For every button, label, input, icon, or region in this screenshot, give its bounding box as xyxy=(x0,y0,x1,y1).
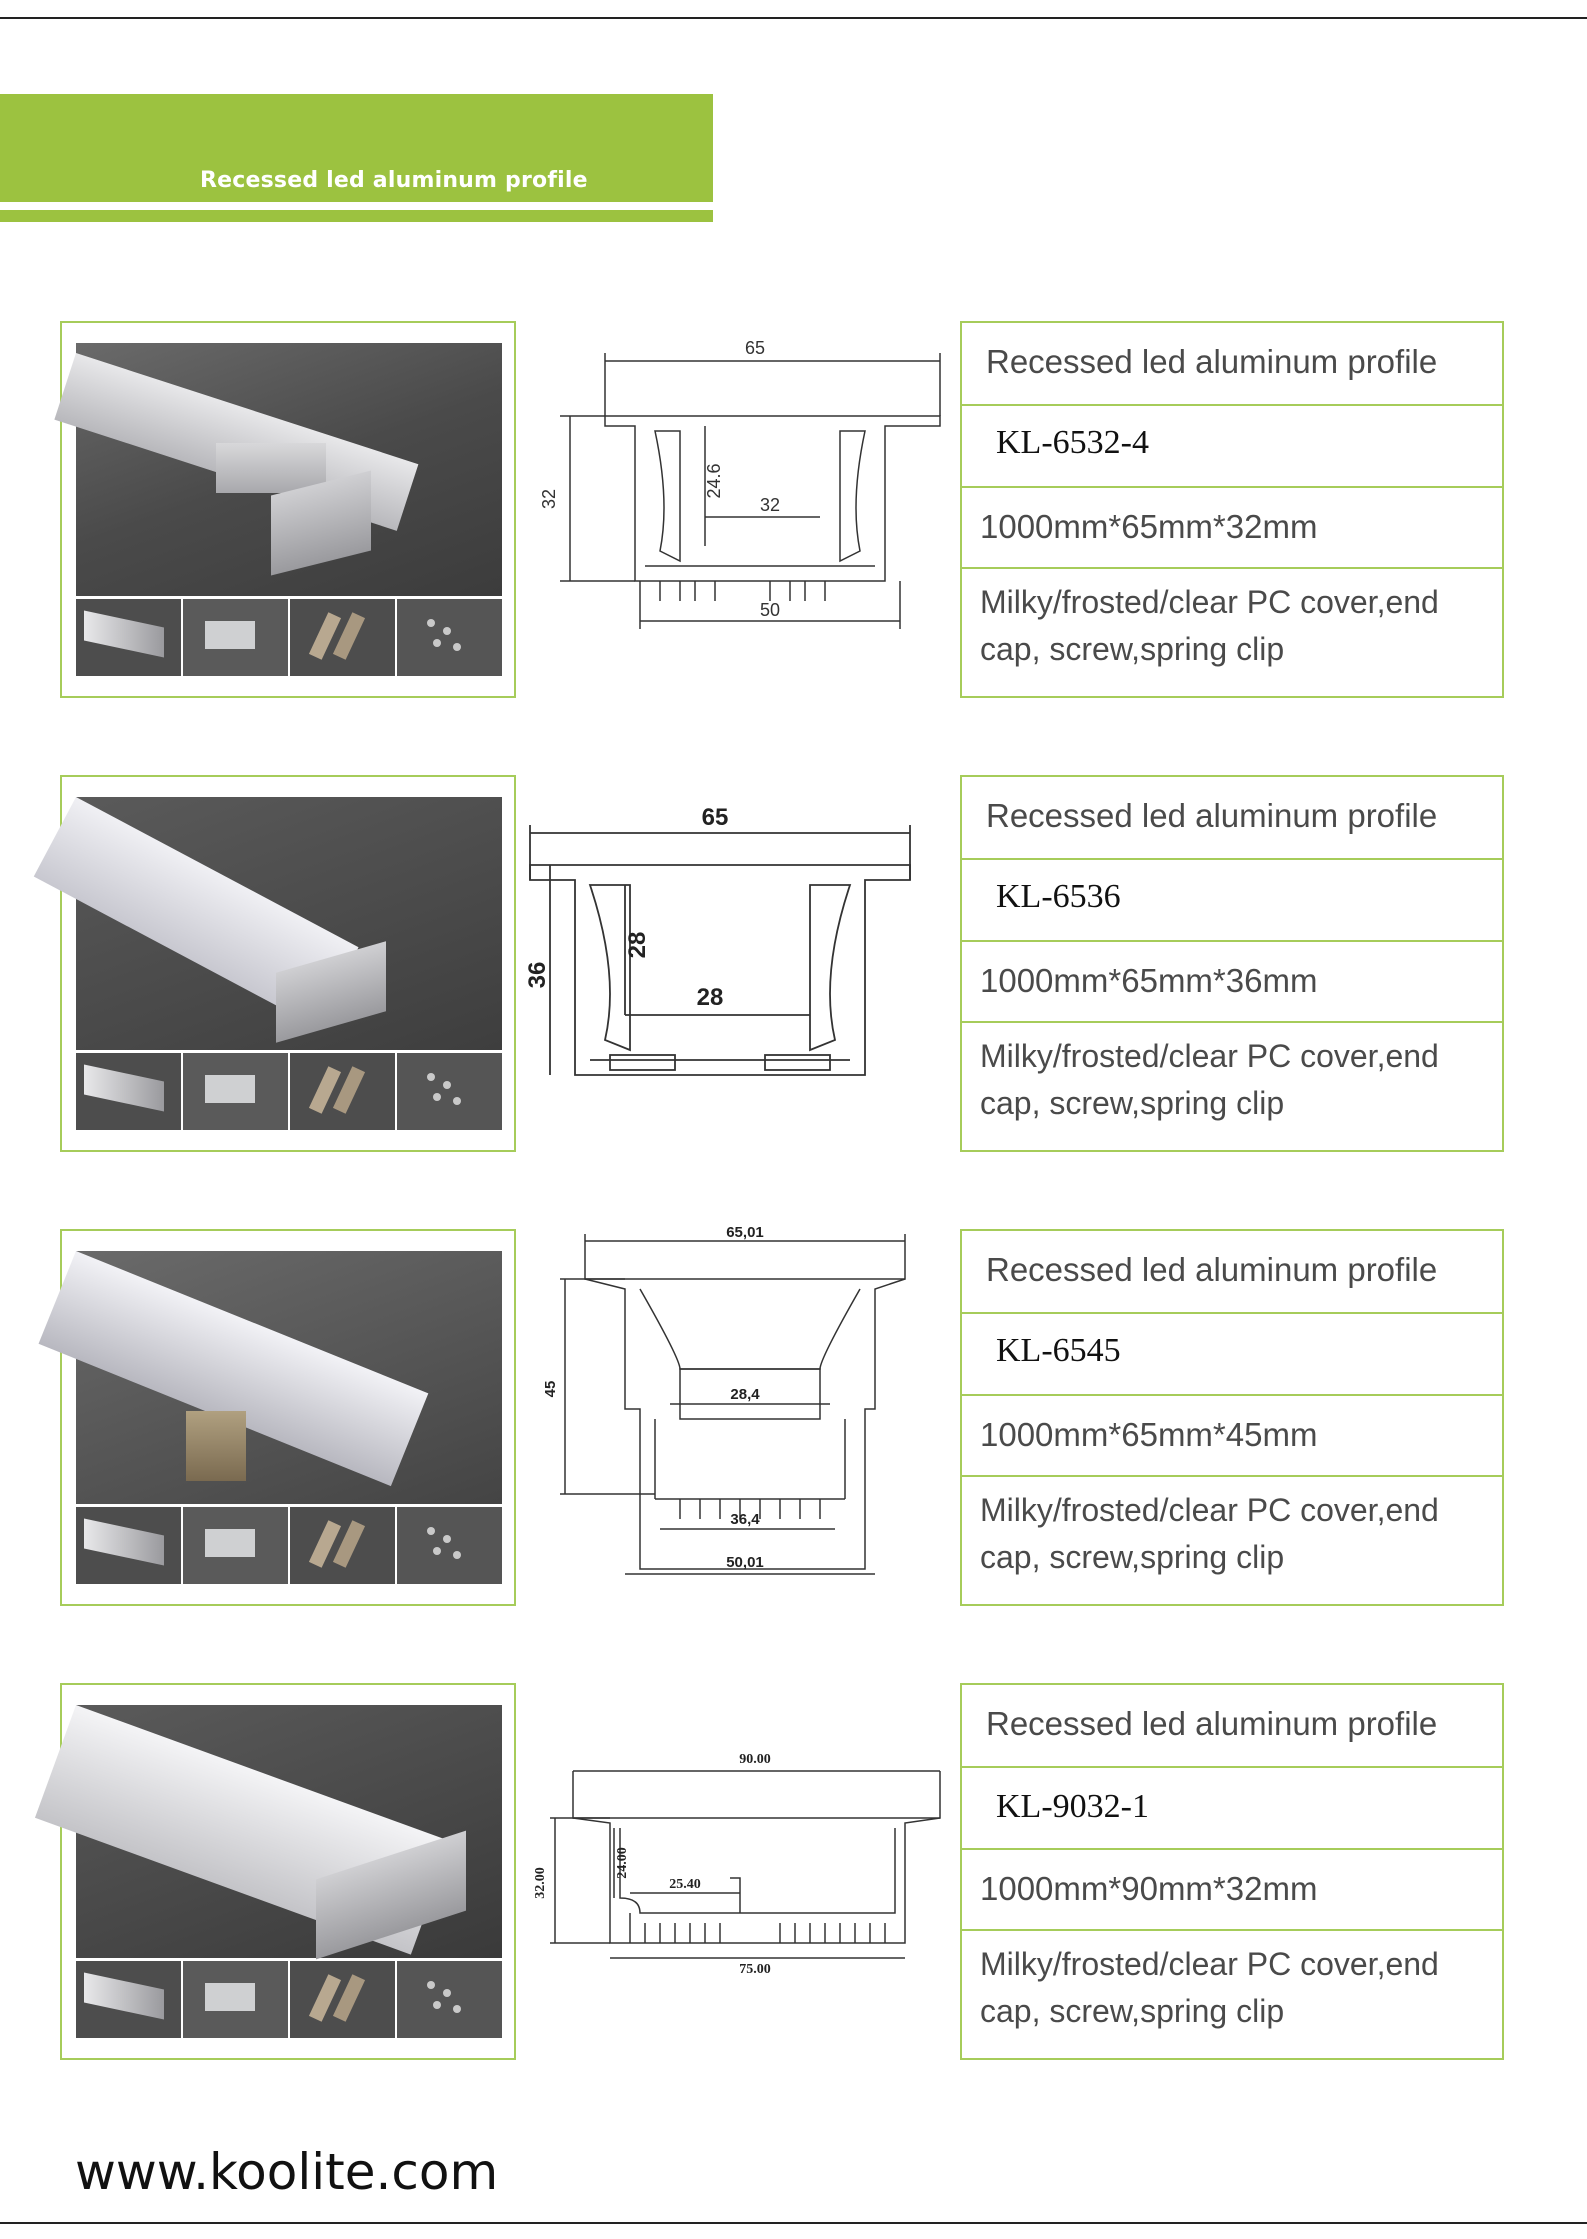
thumb-spring-clip xyxy=(290,599,395,676)
spec-table xyxy=(960,1229,1504,1606)
product-row-1 xyxy=(0,321,1587,701)
product-row-2 xyxy=(0,775,1587,1155)
thumb-end-cap xyxy=(183,599,288,676)
spec-accessories-cell xyxy=(962,1477,1502,1604)
profile-drawing-svg xyxy=(524,775,950,1152)
spec-name-cell xyxy=(962,323,1502,406)
dim-inner-height: 28 xyxy=(624,931,651,959)
top-rule xyxy=(0,17,1587,19)
dim-height: 32 xyxy=(539,488,559,510)
product-row-3 xyxy=(0,1224,1587,1609)
product-model: KL-9032-1 xyxy=(996,1788,1149,1825)
dim-inner-width: 25.40 xyxy=(669,1877,701,1892)
product-model: KL-6532-4 xyxy=(996,424,1149,461)
thumb-end-cap xyxy=(183,1507,288,1584)
thumb-spring-clip xyxy=(290,1053,395,1130)
profile-drawing-svg xyxy=(530,1224,950,1606)
thumb-screws xyxy=(397,1053,502,1130)
thumb-spring-clip xyxy=(290,1507,395,1584)
spec-name-cell xyxy=(962,1685,1502,1768)
product-accessories: Milky/frosted/clear PC cover,end cap, screw,spring clip xyxy=(980,1946,1439,2029)
product-size: 1000mm*65mm*36mm xyxy=(980,962,1318,999)
spec-size-cell xyxy=(962,488,1502,569)
spec-model-cell xyxy=(962,406,1502,488)
dim-base-width: 50,01 xyxy=(726,1554,764,1571)
thumb-end-cap xyxy=(183,1053,288,1130)
thumb-screws xyxy=(397,1507,502,1584)
spec-accessories-cell xyxy=(962,1023,1502,1150)
spec-size-cell xyxy=(962,1850,1502,1931)
thumb-screws xyxy=(397,1961,502,2038)
website-url: www.koolite.com xyxy=(75,2143,499,2201)
dim-height: 45 xyxy=(542,1380,559,1398)
product-photo xyxy=(76,797,502,1050)
product-size: 1000mm*65mm*32mm xyxy=(980,508,1318,545)
dim-base-width: 75.00 xyxy=(739,1962,771,1977)
spec-size-cell xyxy=(962,942,1502,1023)
dim-height: 32.00 xyxy=(533,1867,548,1899)
thumb-end-cap xyxy=(183,1961,288,2038)
product-row-4 xyxy=(0,1683,1587,2063)
spec-model-cell xyxy=(962,1314,1502,1396)
dim-width: 90.00 xyxy=(739,1752,771,1767)
dim-width: 65,01 xyxy=(726,1224,764,1241)
spec-model-cell xyxy=(962,1768,1502,1850)
product-name: Recessed led aluminum profile xyxy=(986,1251,1438,1288)
thumb-cover xyxy=(76,1961,181,2038)
thumb-spring-clip xyxy=(290,1961,395,2038)
accessory-thumbnails xyxy=(76,1507,502,1584)
dim-bottom-width: 36,4 xyxy=(730,1511,760,1528)
product-accessories: Milky/frosted/clear PC cover,end cap, screw,spring clip xyxy=(980,584,1439,667)
cross-section-drawing xyxy=(530,1683,950,2060)
profile-drawing-svg xyxy=(530,321,950,698)
cross-section-drawing xyxy=(530,1224,950,1606)
dim-inner-height: 24.00 xyxy=(615,1847,630,1879)
spec-accessories-cell xyxy=(962,1931,1502,2058)
bottom-rule xyxy=(0,2222,1587,2224)
spec-table xyxy=(960,1683,1504,2060)
product-photo-panel xyxy=(60,775,516,1152)
product-size: 1000mm*90mm*32mm xyxy=(980,1870,1318,1907)
accessory-thumbnails xyxy=(76,599,502,676)
spec-accessories-cell xyxy=(962,569,1502,696)
accessory-thumbnails xyxy=(76,1961,502,2038)
product-photo xyxy=(76,1705,502,1958)
product-photo xyxy=(76,343,502,596)
thumb-cover xyxy=(76,1053,181,1130)
accessory-thumbnails xyxy=(76,1053,502,1130)
thumb-cover xyxy=(76,1507,181,1584)
cross-section-drawing xyxy=(524,775,950,1152)
product-accessories: Milky/frosted/clear PC cover,end cap, screw,spring clip xyxy=(980,1492,1439,1575)
profile-drawing-svg xyxy=(530,1683,950,2060)
spec-table xyxy=(960,775,1504,1152)
product-name: Recessed led aluminum profile xyxy=(986,1705,1438,1742)
thumb-screws xyxy=(397,599,502,676)
product-model: KL-6536 xyxy=(996,878,1121,915)
product-name: Recessed led aluminum profile xyxy=(986,797,1438,834)
spec-table xyxy=(960,321,1504,698)
product-photo-panel xyxy=(60,321,516,698)
product-model: KL-6545 xyxy=(996,1332,1121,1369)
product-photo-panel xyxy=(60,1229,516,1606)
dim-inner-height: 24.6 xyxy=(704,463,724,499)
spec-name-cell xyxy=(962,1231,1502,1314)
cross-section-drawing xyxy=(530,321,950,698)
dim-width: 65 xyxy=(701,804,729,831)
product-size: 1000mm*65mm*45mm xyxy=(980,1416,1318,1453)
spec-name-cell xyxy=(962,777,1502,860)
dim-width: 65 xyxy=(744,338,766,358)
dim-base-width: 50 xyxy=(759,600,781,620)
spec-size-cell xyxy=(962,1396,1502,1477)
dim-inner-width: 28 xyxy=(696,984,724,1011)
product-photo xyxy=(76,1251,502,1504)
spec-model-cell xyxy=(962,860,1502,942)
thumb-cover xyxy=(76,599,181,676)
header-banner-stripe xyxy=(0,210,713,222)
product-accessories: Milky/frosted/clear PC cover,end cap, screw,spring clip xyxy=(980,1038,1439,1121)
dim-height: 36 xyxy=(524,961,551,989)
product-name: Recessed led aluminum profile xyxy=(986,343,1438,380)
page-title: Recessed led aluminum profile xyxy=(200,168,588,193)
product-photo-panel xyxy=(60,1683,516,2060)
dim-inner-width: 28,4 xyxy=(730,1386,760,1403)
dim-inner-width: 32 xyxy=(759,495,781,515)
